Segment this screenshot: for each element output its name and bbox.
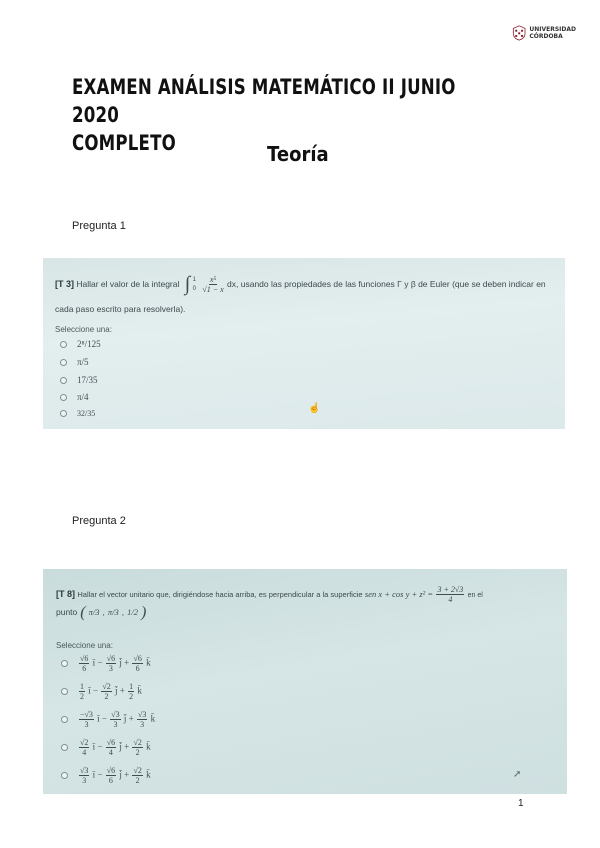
logo-line-2: CÓRDOBA: [529, 33, 563, 40]
surface-equation: sen x + cos y + z² =: [364, 588, 434, 599]
option-text: 17/35: [77, 375, 98, 385]
option-vector: $\frac{√3}{3}$ ī − $\frac{√6}{6}$ j̄ + $\frac{√2}{2}$ k̄: [80, 766, 151, 785]
radio-button[interactable]: [60, 341, 67, 348]
question-1-statement-c: cada paso escrito para resolverla).: [55, 304, 186, 314]
question-2-screenshot: [43, 569, 567, 794]
question-2-option-1[interactable]: [61, 654, 151, 673]
radio-button[interactable]: [60, 394, 67, 401]
question-1-option-5[interactable]: [60, 409, 95, 418]
close-paren: ): [140, 604, 147, 621]
integral-sign-icon: ∫: [184, 273, 191, 295]
radio-button[interactable]: [60, 359, 67, 366]
page-number: 1: [518, 798, 524, 809]
point-label: punto: [56, 607, 78, 617]
section-title: Teoría: [267, 142, 329, 166]
question-2-option-3[interactable]: [61, 710, 155, 729]
option-vector: $\frac{1}{2}$ ī − $\frac{√2}{2}$ j̄ + $\frac{1}{2}$ k̄: [80, 682, 142, 701]
question-2-statement-a: Hallar el vector unitario que, dirigiéndose hacia arriba, es perpendicular a la superficie: [77, 589, 363, 599]
question-2-statement: [56, 585, 561, 604]
question-1-option-2[interactable]: [60, 357, 89, 367]
point-coord-1: π/3: [88, 607, 100, 617]
radio-button[interactable]: [61, 660, 68, 667]
radio-button[interactable]: [60, 377, 67, 384]
mouse-cursor-icon: ➚: [513, 769, 522, 780]
question-1-option-4[interactable]: [60, 392, 89, 402]
option-text: 2⁸/125: [77, 339, 101, 349]
question-1-select-label: Seleccione una:: [55, 325, 112, 334]
logo-line-1: UNIVERSIDAD: [529, 26, 576, 33]
surface-rhs-denominator: 4: [448, 595, 453, 604]
radio-button[interactable]: [61, 772, 68, 779]
university-logo: [512, 20, 576, 46]
radio-button[interactable]: [61, 744, 68, 751]
question-2-select-label: Seleccione una:: [56, 641, 113, 650]
open-paren: (: [80, 604, 86, 621]
option-text: π/4: [77, 392, 89, 402]
question-1-statement-b: dx, usando las propiedades de las funciones Γ y β de Euler (que se deben indicar en: [227, 278, 546, 289]
mouse-cursor-icon: ☝: [308, 403, 321, 414]
question-2-label: Pregunta 2: [72, 515, 126, 527]
option-vector: $\frac{√2}{4}$ ī − $\frac{√6}{4}$ j̄ + $\frac{√2}{2}$ k̄: [80, 738, 151, 757]
question-1-statement: [55, 275, 560, 294]
point-coord-3: 1/2: [127, 607, 138, 617]
question-2-option-5[interactable]: [61, 766, 151, 785]
point-coord-2: π/3: [107, 607, 119, 617]
question-1-statement-a: Hallar el valor de la integral: [76, 278, 180, 289]
option-text: 32/35: [77, 409, 96, 418]
university-crest-icon: [512, 21, 526, 45]
integral-lower-limit: 0: [192, 285, 196, 292]
surface-rhs-numerator: 3 + 2√3: [437, 585, 464, 594]
question-1-tag: [T 3]: [55, 278, 74, 289]
question-2-option-2[interactable]: [61, 682, 142, 701]
question-1-option-3[interactable]: [60, 375, 98, 385]
integrand-denominator: √1 − x: [202, 285, 224, 294]
surface-rhs-fraction: [436, 585, 464, 604]
question-1-screenshot: [43, 258, 565, 429]
radio-button[interactable]: [61, 716, 68, 723]
question-2-statement-b: en el: [467, 591, 483, 599]
radio-button[interactable]: [61, 688, 68, 695]
exam-title-line-2: COMPLETO: [72, 131, 176, 155]
option-text: π/5: [77, 357, 89, 367]
question-1-label: Pregunta 1: [72, 220, 126, 232]
question-1-option-1[interactable]: [60, 339, 101, 349]
radio-button[interactable]: [60, 410, 67, 417]
integrand-fraction: [202, 275, 223, 294]
exam-title-line-1: EXAMEN ANÁLISIS MATEMÁTICO II JUNIO 2020: [72, 75, 456, 127]
question-2-option-4[interactable]: [61, 738, 151, 757]
question-2-point: punto ( π/3 , π/3 , 1/2 ): [56, 604, 147, 621]
option-vector: $\frac{-√3}{3}$ ī − $\frac{√3}{3}$ j̄ + $\frac{√3}{3}$ k̄: [80, 710, 156, 729]
integral-upper-limit: 1: [192, 276, 196, 283]
option-vector: $\frac{√6}{6}$ ī − $\frac{√6}{3}$ j̄ + $\frac{√6}{6}$ k̄: [80, 654, 151, 673]
integral-limits: [193, 276, 196, 294]
question-2-tag: [T 8]: [56, 588, 75, 599]
integrand-numerator: x⁵: [209, 275, 217, 284]
